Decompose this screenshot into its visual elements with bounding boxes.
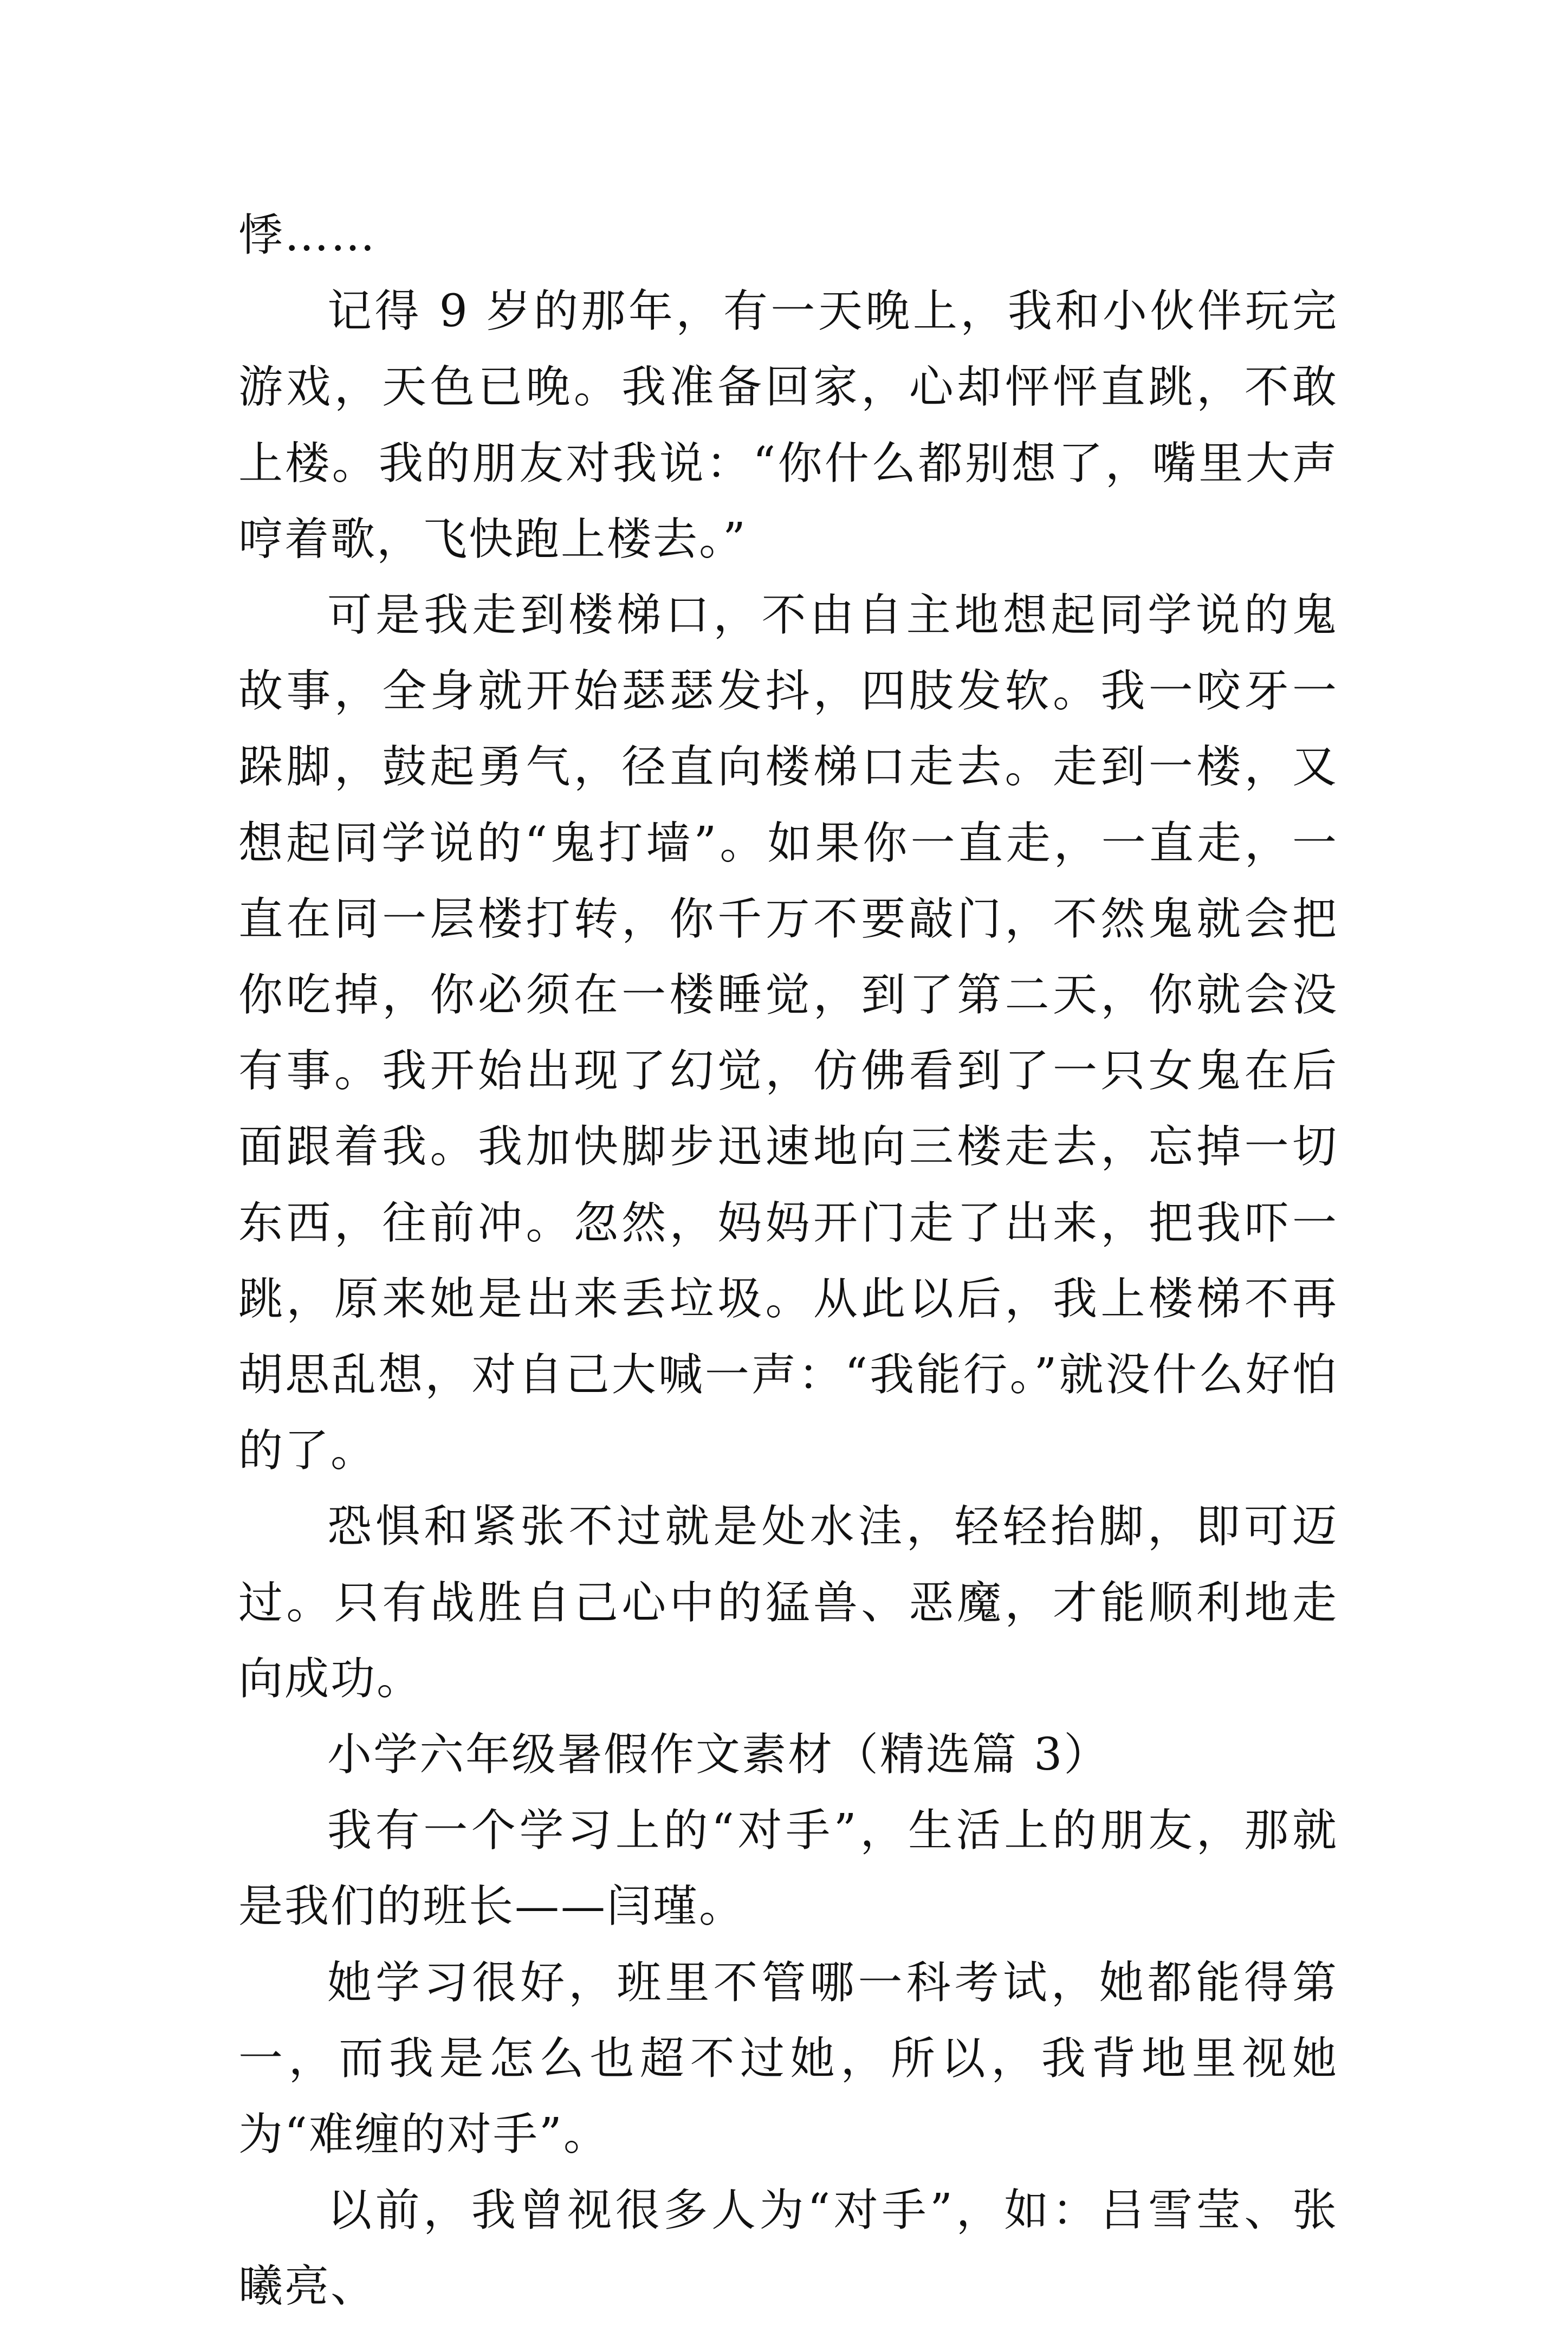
paragraph-1: 悸…… bbox=[238, 210, 377, 261]
body-text bbox=[238, 198, 1338, 2325]
paragraph-2: 记得 9 岁的那年，有一天晚上，我和小伙伴玩完游戏，天色已晚。我准备回家，心却怦怦直跳，不敢上楼。我的朋友对我说：“你什么都别想了，嘴里大声哼着歌，飞快跑上楼去。” bbox=[238, 286, 1338, 565]
paragraph-8: 以前，我曾视很多人为“对手”，如：吕雪莹、张曦亮、 bbox=[238, 2185, 1338, 2313]
section-heading: 小学六年级暑假作文素材（精选篇 3） bbox=[327, 1729, 1110, 1781]
paragraph-3: 可是我走到楼梯口，不由自主地想起同学说的鬼故事，全身就开始瑟瑟发抖，四肢发软。我一咬牙一跺脚，鼓起勇气，径直向楼梯口走去。走到一楼，又想起同学说的“鬼打墙”。如果你一直走，一直走，一直在同一层楼打转，你千万不要敲门，不然鬼就会把你吃掉，你必须在一楼睡觉，到了第二天，你就会没有事。我开始出现了幻觉，仿佛看到了一只女鬼在后面跟着我。我加快脚步迅速地向三楼走去，忘掉一切东西，往前冲。忽然，妈妈开门走了出来，把我吓一跳，原来她是出来丢垃圾。从此以后，我上楼梯不再胡思乱想，对自己大喊一声：“我能行。”就没什么好怕的了。 bbox=[238, 590, 1338, 1477]
paragraph-7: 她学习很好，班里不管哪一科考试，她都能得第一，而我是怎么也超不过她，所以，我背地里视她为“难缠的对手”。 bbox=[238, 1957, 1338, 2161]
paragraph-4: 恐惧和紧张不过就是处水洼，轻轻抬脚，即可迈过。只有战胜自己心中的猛兽、恶魔，才能顺利地走向成功。 bbox=[238, 1501, 1338, 1705]
paragraph-6: 我有一个学习上的“对手”，生活上的朋友，那就是我们的班长——闫瑾。 bbox=[238, 1805, 1338, 1933]
